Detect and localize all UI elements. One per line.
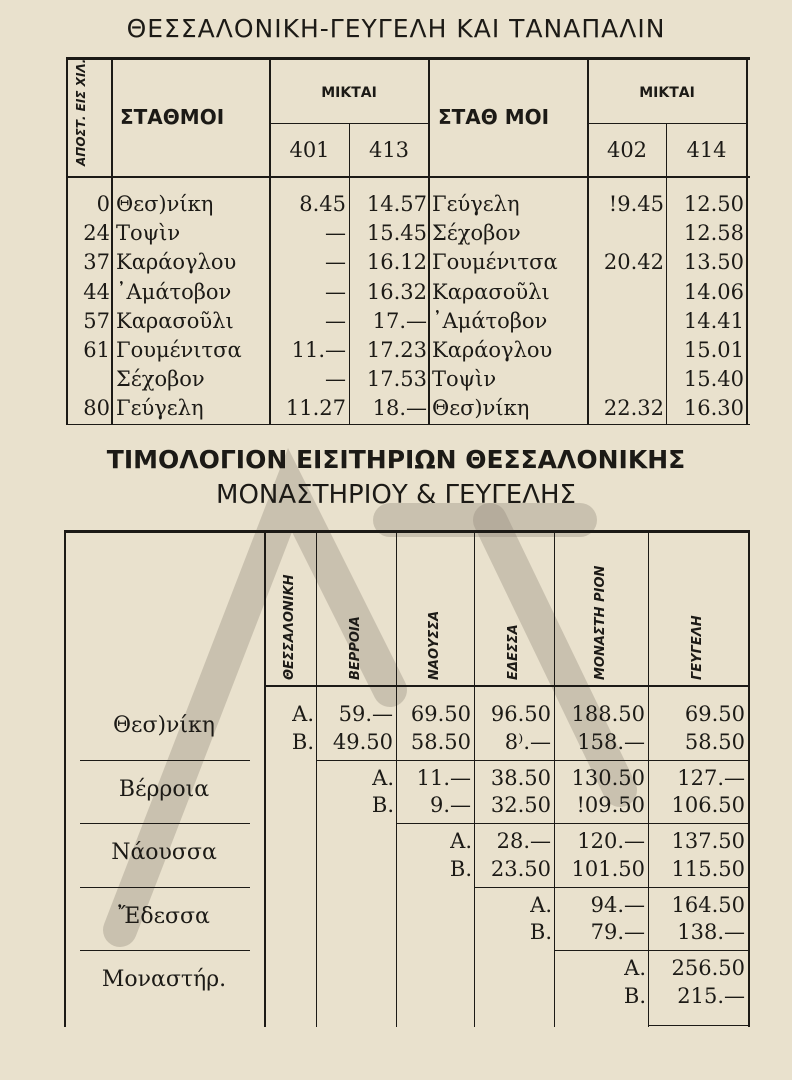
fares-group-divider [80, 950, 250, 951]
time-cell: 15.40 [683, 367, 744, 392]
fares-col-line [316, 531, 317, 1027]
station-cell: Καρασοῦλι [116, 308, 234, 333]
fare-price-cell: 69.50 [410, 702, 471, 726]
train-402-header: 402 [606, 138, 648, 162]
time-cell: 11.27 [285, 396, 346, 421]
fare-class-label: Β. [449, 856, 472, 881]
distance-cell: 61 [83, 338, 110, 362]
time-cell: — [325, 308, 346, 333]
fare-class-label: Β. [529, 920, 552, 945]
time-cell: 17.23 [366, 338, 427, 362]
stations-header-right: ΣΤΑΘ ΜΟΙ [438, 105, 550, 129]
fares-header-bottom [264, 685, 750, 687]
col-line-1 [111, 58, 113, 424]
fares-col-line [748, 531, 750, 1027]
fare-class-label: Α. [530, 892, 552, 917]
train-413-header: 413 [368, 138, 410, 162]
fares-bottom-border [648, 1025, 748, 1026]
station-cell: Σέχοβον [116, 367, 205, 392]
fare-class-label: Β. [623, 983, 646, 1008]
fares-column-header: ΓΕΥΓΕΛΗ [690, 615, 705, 680]
station-cell: Γεύγελη [116, 396, 204, 421]
station-cell: ᾿Αμάτοβον [116, 279, 232, 304]
fare-price-cell: 8⁾.— [504, 729, 551, 754]
distance-cell: 0 [96, 192, 110, 216]
train-header-divider-right [588, 123, 748, 124]
fare-class-label: Α. [292, 702, 314, 726]
train-414-header: 414 [686, 138, 727, 162]
fare-class-label: Β. [291, 729, 314, 754]
fares-station-label: Βέρροια [118, 776, 210, 802]
fare-price-cell: 69.50 [684, 702, 745, 726]
time-cell: 8.45 [299, 192, 346, 216]
col-line-4 [428, 58, 430, 424]
time-cell: 12.50 [683, 192, 744, 216]
time-cell: 13.50 [683, 250, 744, 275]
fares-group-divider [80, 887, 250, 888]
fare-price-cell: 59.— [338, 702, 393, 726]
fare-price-cell: 164.50 [671, 892, 745, 917]
fares-station-label: Ἔδεσσα [118, 903, 210, 929]
time-cell: 14.57 [366, 192, 427, 216]
page-title: ΘΕΣΣΑΛΟΝΙΚΗ-ΓΕΥΓΕΛΗ ΚΑΙ ΤΑΝΑΠΑΛΙΝ [126, 14, 666, 43]
fare-price-cell: 120.— [577, 829, 645, 853]
fares-group-divider [80, 760, 250, 761]
fare-price-cell: 256.50 [671, 956, 745, 980]
fares-column-header: ΜΟΝΑΣΤΗ ΡΙΟΝ [593, 565, 608, 680]
fare-price-cell: 137.50 [671, 829, 745, 853]
time-cell: !9.45 [608, 192, 664, 216]
fares-station-label: Μοναστήρ. [101, 967, 227, 992]
col-line-3 [349, 124, 350, 424]
time-cell: 14.41 [683, 308, 744, 333]
distance-cell: 24 [83, 221, 110, 246]
fare-price-cell: 127.— [677, 765, 745, 790]
station-cell: Σέχοβον [432, 221, 521, 246]
header-bottom-border [66, 176, 750, 178]
station-cell: Τοψὶν [116, 221, 181, 246]
time-cell: 16.32 [366, 279, 427, 304]
station-cell: Θεσ)νίκη [116, 192, 214, 216]
train-401-header: 401 [289, 138, 330, 162]
time-cell: — [325, 279, 346, 304]
distance-cell: 44 [83, 279, 110, 304]
table-top-border [66, 57, 750, 60]
station-cell: Γεύγελη [432, 192, 520, 216]
fares-group-divider [474, 887, 748, 888]
fare-class-label: Α. [624, 956, 646, 980]
fare-price-cell: 106.50 [671, 793, 745, 818]
time-cell: 22.32 [603, 396, 664, 421]
station-cell: Γουμένιτσα [116, 338, 242, 362]
station-cell: Καρασοῦλι [432, 279, 550, 304]
fare-price-cell: 32.50 [490, 793, 551, 818]
mixed-header-right: ΜΙΚΤΑΙ [639, 85, 695, 101]
distance-cell: 57 [83, 308, 110, 333]
station-cell: Θεσ)νίκη [432, 396, 530, 421]
fare-price-cell: 188.50 [571, 702, 645, 726]
fares-column-header: ΒΕΡΡΟΙΑ [348, 616, 363, 680]
fare-price-cell: 9.— [429, 793, 471, 818]
fare-price-cell: 58.50 [684, 729, 745, 754]
fares-station-label: Νάουσσα [111, 840, 217, 865]
distance-header: ΑΠΟΣΤ. ΕΙΣ ΧΙΛ. [74, 58, 88, 166]
time-cell: 18.— [372, 396, 427, 421]
fare-class-label: Β. [371, 793, 394, 818]
station-cell: Γουμένιτσα [432, 250, 558, 275]
fare-price-cell: 11.— [416, 765, 471, 790]
fare-price-cell: 138.— [677, 920, 745, 945]
fare-price-cell: 130.50 [571, 765, 645, 790]
fare-price-cell: 101.50 [571, 856, 645, 881]
station-cell: Καράογλου [432, 338, 553, 362]
time-cell: 15.45 [366, 221, 427, 246]
fares-station-label: Θεσ)νίκη [113, 713, 215, 738]
col-line-7 [746, 58, 748, 424]
fare-price-cell: 94.— [590, 892, 645, 917]
fare-price-cell: 158.— [577, 729, 645, 754]
fare-price-cell: 49.50 [332, 729, 393, 754]
col-line-5 [587, 58, 589, 424]
time-cell: — [325, 367, 346, 392]
mixed-header-left: ΜΙΚΤΑΙ [321, 85, 377, 101]
distance-cell: 80 [83, 396, 110, 421]
fares-title-line1: ΤΙΜΟΛΟΓΙΟΝ ΕΙΣΙΤΗΡΙΩΝ ΘΕΣΣΑΛΟΝΙΚΗΣ [106, 445, 686, 474]
time-cell: 16.12 [366, 250, 427, 275]
time-cell: — [325, 250, 346, 275]
fare-price-cell: 96.50 [490, 702, 551, 726]
time-cell: 20.42 [603, 250, 664, 275]
fares-title-line2: ΜΟΝΑΣΤΗΡΙΟΥ & ΓΕΥΓΕΛΗΣ [216, 480, 576, 510]
fare-price-cell: 58.50 [410, 729, 471, 754]
fares-column-header: ΕΔΕΣΣΑ [506, 624, 521, 680]
time-cell: 16.30 [683, 396, 744, 421]
fare-price-cell: 215.— [677, 983, 745, 1008]
fares-group-divider [80, 823, 250, 824]
station-cell: Καράογλου [116, 250, 237, 275]
fares-group-divider [554, 950, 748, 951]
time-cell: 11.— [291, 338, 346, 362]
fare-price-cell: 23.50 [490, 856, 551, 881]
time-cell: 17.53 [366, 367, 427, 392]
time-cell: 15.01 [683, 338, 744, 362]
stations-header-left: ΣΤΑΘΜΟΙ [120, 105, 225, 129]
time-cell: 14.06 [683, 279, 744, 304]
time-cell: 17.— [372, 308, 427, 333]
fares-column-header: ΝΑΟΥΣΣΑ [427, 610, 442, 680]
distance-cell: 37 [83, 250, 110, 275]
time-cell: — [325, 221, 346, 246]
time-cell: 12.58 [683, 221, 744, 246]
fare-price-cell: 115.50 [671, 856, 745, 881]
fare-price-cell: 38.50 [490, 765, 551, 790]
fares-column-header: ΘΕΣΣΑΛΟΝΙΚΗ [282, 574, 297, 680]
station-cell: ᾿Αμάτοβον [432, 308, 548, 333]
fares-col-line [264, 531, 266, 1027]
timetable-bottom-border [66, 424, 750, 425]
fare-class-label: Α. [372, 765, 394, 790]
fare-price-cell: !09.50 [576, 793, 645, 818]
fares-group-divider [316, 760, 748, 761]
fare-class-label: Α. [450, 829, 472, 853]
fare-price-cell: 28.— [496, 829, 551, 853]
fare-price-cell: 79.— [590, 920, 645, 945]
fares-group-divider [396, 823, 748, 824]
station-cell: Τοψὶν [432, 367, 497, 392]
